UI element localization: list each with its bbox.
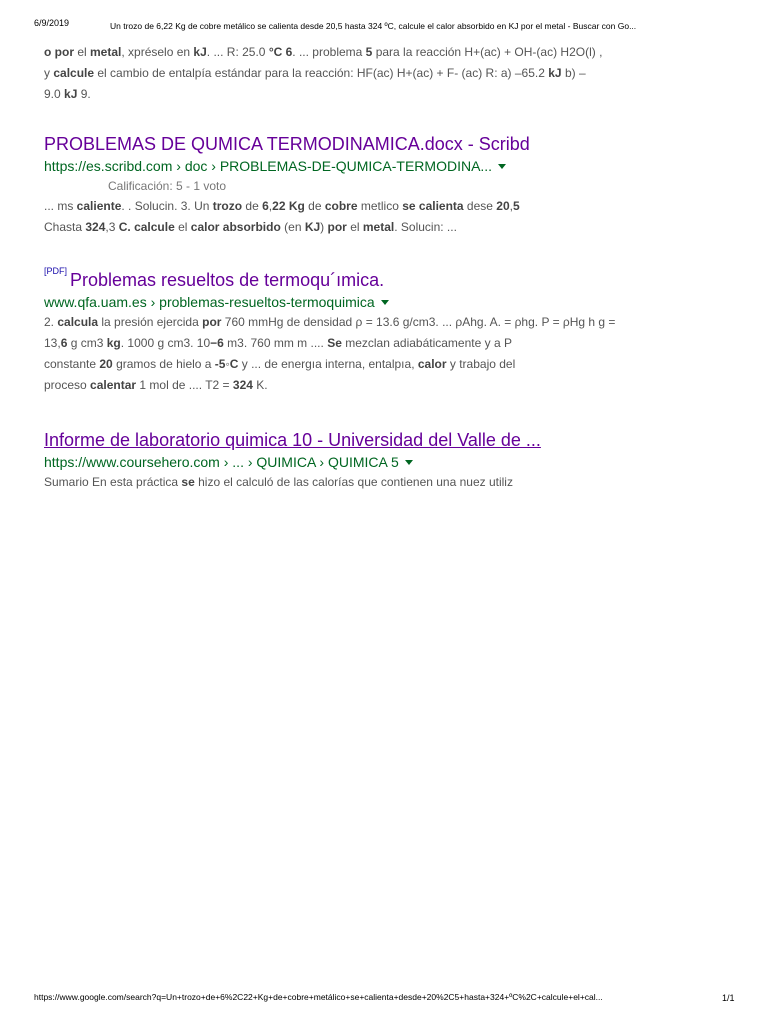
snippet-text: . 1000 g cm3. 10 [120,336,211,350]
snippet-text: y [44,66,54,80]
snippet-text: g cm3 [67,336,107,350]
result-url-text: www.qfa.uam.es › problemas-resueltos-termoquimica [44,294,375,310]
snippet-text: hizo el calculó de las calorías que contienen una nuez utiliz [194,475,513,489]
snippet-line [44,42,694,63]
snippet-highlight: −6 [210,336,224,350]
snippet-text: y ... de energıa interna, entalpıa, [238,357,418,371]
snippet-highlight: o por [44,45,74,59]
snippet-text: ... ms [44,199,77,213]
snippet-text: . Solucin: ... [394,220,457,234]
result-rating: Calificación: 5 - 1 voto [108,179,227,193]
snippet-highlight: se calienta [402,199,464,213]
snippet-highlight: calor [417,357,447,371]
snippet-highlight: 22 Kg [272,199,305,213]
snippet-highlight: calentar [90,378,137,392]
snippet-highlight: 6 [60,336,68,350]
snippet-highlight: -5 [214,357,226,371]
snippet-text: el [74,45,91,59]
snippet-highlight: C [229,357,239,371]
snippet-highlight: C. calcule [118,220,175,234]
snippet-text: 2. [44,315,58,329]
snippet-text: , xpréselo en [121,45,194,59]
snippet-line [44,312,694,333]
snippet-highlight: KJ [304,220,321,234]
result-snippet-top [44,42,694,105]
snippet-text: Sumario En esta práctica [44,475,182,489]
snippet-text: y trabajo del [446,357,516,371]
snippet-text: 9.0 [44,87,65,101]
snippet-highlight: cobre [324,199,358,213]
snippet-text: de [242,199,263,213]
snippet-highlight: 20 [99,357,113,371]
snippet-highlight: Se [327,336,342,350]
result-url [44,452,694,472]
snippet-text: . . Solucin. 3. Un [121,199,213,213]
snippet-text: , [268,199,273,213]
snippet-text: el cambio de entalpía estándar para la reacción: HF(ac) H+(ac) + F- (ac) R: a) –65.2 [94,66,549,80]
snippet-highlight: por [202,315,222,329]
snippet-text: b) – [561,66,586,80]
print-date: 6/9/2019 [34,18,70,28]
search-result [44,428,694,493]
print-footer-url: https://www.google.com/search?q=Un+trozo+de+6%2C22+Kg+de+cobre+metálico+se+calienta+desde+20%2C5+hasta+324+ºC%2C+calcule+el+cal... [34,992,603,1002]
snippet-highlight: caliente [76,199,122,213]
snippet-text: mezclan adiabáticamente y a P [341,336,512,350]
snippet-highlight: metal [90,45,122,59]
snippet-highlight: metal [362,220,395,234]
result-url [44,156,694,176]
snippet-highlight: 324 [85,220,106,234]
snippet-text: metlico [357,199,403,213]
snippet-text: para la reacción H+(ac) + OH-(ac) H2O(l) , [372,45,603,59]
snippet-text: el [346,220,363,234]
snippet-highlight: se [181,475,195,489]
result-url-text: https://www.coursehero.com › ... › QUIMICA › QUIMICA 5 [44,454,399,470]
dropdown-arrow-icon[interactable] [498,164,506,169]
result-snippet [44,196,694,238]
print-page-number: 1/1 [722,993,735,1003]
snippet-text: 1 mol de .... T2 = [136,378,233,392]
snippet-highlight: 324 [232,378,253,392]
print-page-title: Un trozo de 6,22 Kg de cobre metálico se calienta desde 20,5 hasta 324 ºC, calcule el calor absorbido en KJ por el metal - Buscar con Go... [110,21,637,31]
snippet-text: m3. 760 mm m .... [223,336,328,350]
snippet-highlight: trozo [212,199,243,213]
snippet-highlight: 20 [496,199,510,213]
snippet-line [44,217,694,238]
snippet-highlight: por [327,220,347,234]
result-snippet [44,472,694,493]
snippet-line [44,196,694,217]
snippet-highlight: 5 [513,199,520,213]
snippet-line [44,84,694,105]
snippet-text: (en [280,220,305,234]
result-title-link[interactable]: PROBLEMAS DE QUMICA TERMODINAMICA.docx - Scribd [44,134,530,154]
snippet-line [44,354,694,375]
search-result [44,132,694,238]
snippet-text: de [304,199,325,213]
snippet-text: el [174,220,191,234]
result-snippet [44,312,694,396]
snippet-highlight: 6 [262,199,269,213]
snippet-text: ◦ [225,357,230,371]
snippet-text: 9. [77,87,91,101]
snippet-text: Chasta [44,220,86,234]
dropdown-arrow-icon[interactable] [381,300,389,305]
snippet-text: , [509,199,513,213]
snippet-text: gramos de hielo a [112,357,215,371]
snippet-highlight: kJ [64,87,78,101]
snippet-text: 760 mmHg de densidad ρ = 13.6 g/cm3. ... ρAhg. A. = ρhg. P = ρHg h g = [221,315,616,329]
snippet-highlight: calcule [53,66,95,80]
snippet-text: . ... problema [292,45,366,59]
snippet-line [44,472,694,493]
snippet-highlight: calor absorbido [190,220,281,234]
snippet-text: K. [252,378,268,392]
snippet-text: la presión ejercida [98,315,203,329]
snippet-highlight: °C 6 [268,45,293,59]
snippet-text: . ... R: 25.0 [206,45,269,59]
result-title-link[interactable]: Problemas resueltos de termoqu´ımica. [70,270,385,290]
snippet-highlight: calcula [57,315,99,329]
snippet-line [44,333,694,354]
snippet-text: ,3 [105,220,119,234]
search-result [44,268,694,396]
snippet-text: 13, [44,336,61,350]
snippet-highlight: kJ [548,66,562,80]
result-title-link[interactable]: Informe de laboratorio quimica 10 - Universidad del Valle de ... [44,430,541,450]
snippet-text: constante [44,357,100,371]
snippet-line [44,375,694,396]
snippet-text: dese [463,199,497,213]
print-footer [0,990,768,1010]
snippet-highlight: kJ [193,45,207,59]
dropdown-arrow-icon[interactable] [405,460,413,465]
snippet-highlight: kg [106,336,121,350]
snippet-text: proceso [44,378,91,392]
result-url-text: https://es.scribd.com › doc › PROBLEMAS-DE-QUMICA-TERMODINA... [44,158,493,174]
print-header [0,0,768,34]
pdf-tag: [PDF] [44,266,68,276]
snippet-highlight: 5 [365,45,373,59]
snippet-text: ) [320,220,328,234]
result-url [44,292,694,312]
snippet-line [44,63,694,84]
